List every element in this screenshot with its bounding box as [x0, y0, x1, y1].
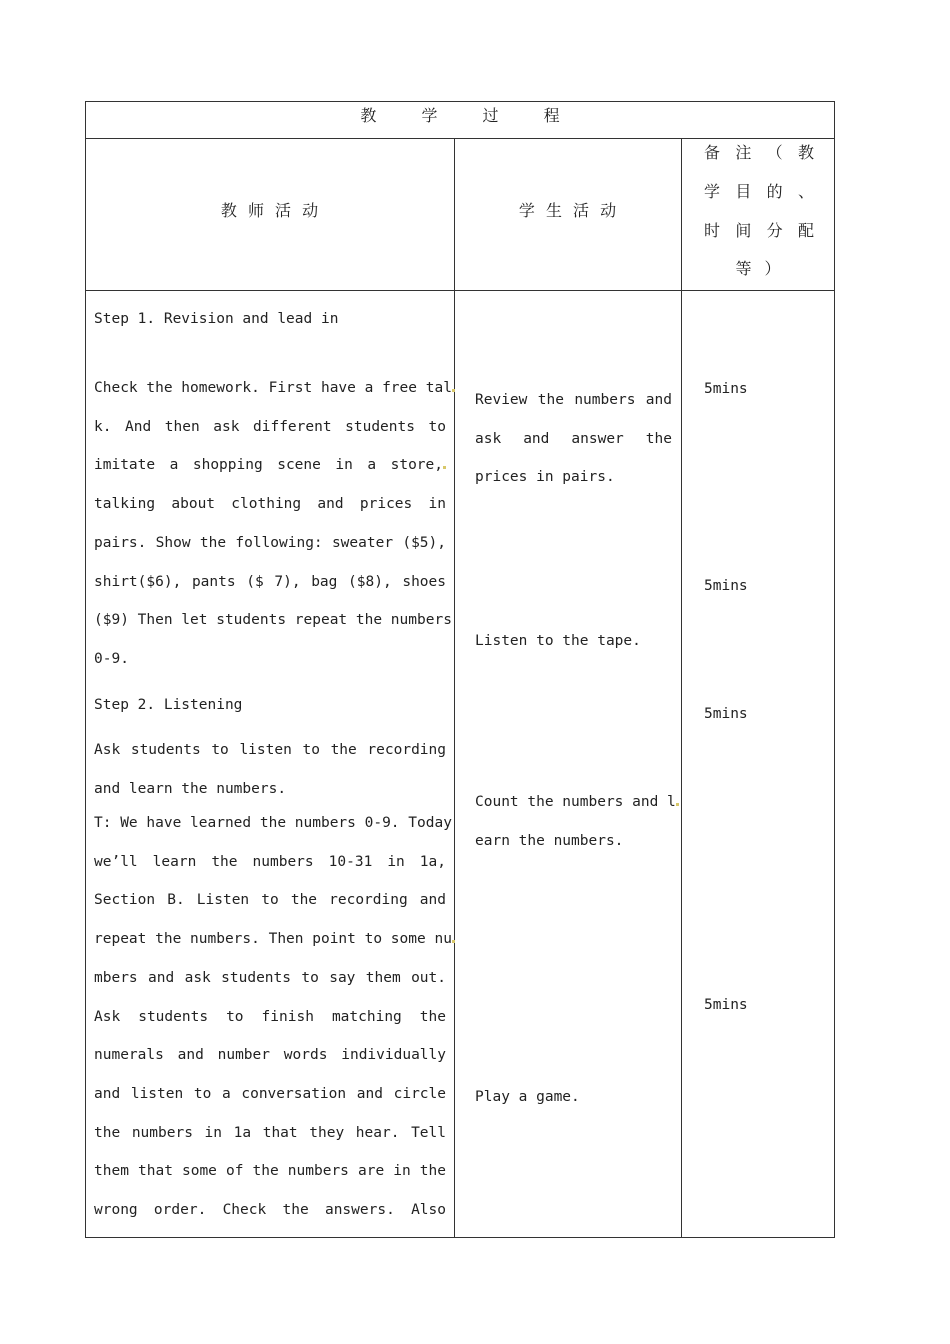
student-activity-header: 学 生 活 动 — [518, 201, 617, 220]
t-line-8: and listen to a conversation and circle — [94, 1085, 446, 1102]
edit-mark-icon — [452, 389, 455, 392]
step1-line-6: shirt($6), pants ($ 7), bag ($8), shoes — [94, 573, 446, 590]
header-row-divider — [85, 290, 835, 291]
step1-title: Step 1. Revision and lead in — [94, 311, 339, 327]
table-title: 教 学 过 程 — [360, 106, 560, 125]
step1-body — [94, 369, 452, 679]
student-listen: Listen to the tape. — [475, 633, 641, 649]
review-line-3: prices in pairs. — [475, 469, 615, 486]
t-line-11: wrong order. Check the answers. Also — [94, 1202, 446, 1219]
note-time-2: 5mins — [704, 578, 748, 594]
notes-header — [681, 138, 835, 290]
step1-line-2: k. And then ask different students to — [94, 418, 446, 435]
review-line-2: ask and answer the — [475, 430, 672, 447]
step1-line-4: talking about clothing and prices in — [94, 496, 446, 513]
column-divider-2 — [681, 138, 682, 1238]
step1-line-8: 0-9. — [94, 650, 129, 667]
t-line-5: mbers and ask students to say them out. — [94, 969, 446, 986]
count-line-1: Count the numbers and l — [475, 783, 672, 822]
step2-teacher-talk — [94, 804, 452, 1230]
note-time-4: 5mins — [704, 997, 748, 1013]
step2-body — [94, 731, 446, 808]
student-review — [475, 381, 672, 497]
edit-mark-icon — [452, 940, 455, 943]
t-line-1: T: We have learned the numbers 0-9. Today — [94, 815, 452, 831]
column-divider-1 — [454, 138, 455, 1238]
t-line-2: we’ll learn the numbers 10-31 in 1a, — [94, 853, 446, 870]
notes-header-line-2: 学 目 的 、 — [704, 182, 814, 201]
notes-header-line-4: 等 ） — [735, 259, 781, 278]
t-line-9: the numbers in 1a that they hear. Tell — [94, 1124, 446, 1141]
step1-line-7: ($9) Then let students repeat the numbers — [94, 612, 452, 629]
t-line-6: Ask students to finish matching the — [94, 1008, 446, 1025]
teacher-activity-header: 教 师 活 动 — [220, 201, 319, 220]
step2-title: Step 2. Listening — [94, 697, 243, 713]
note-time-1: 5mins — [704, 381, 748, 397]
review-line-1: Review the numbers and — [475, 392, 672, 408]
t-line-3: Section B. Listen to the recording and — [94, 892, 446, 909]
student-game: Play a game. — [475, 1089, 580, 1105]
t-line-10: them that some of the numbers are in the — [94, 1163, 446, 1180]
notes-header-line-3: 时 间 分 配 — [704, 221, 814, 240]
edit-mark-icon — [676, 803, 679, 806]
edit-mark-icon — [443, 466, 446, 469]
t-line-4: repeat the numbers. Then point to some nu — [94, 920, 446, 959]
t-line-7: numerals and number words individually — [94, 1047, 446, 1064]
step2-line-2: and learn the numbers. — [94, 780, 287, 797]
step2-line-1: Ask students to listen to the recording — [94, 742, 446, 758]
notes-header-line-1: 备 注 （ 教 — [704, 143, 814, 162]
student-count — [475, 783, 676, 860]
step1-line-1: Check the homework. First have a free tal — [94, 369, 446, 408]
count-line-2: earn the numbers. — [475, 832, 624, 849]
step1-line-3: imitate a shopping scene in a store, — [94, 446, 446, 485]
step1-line-5: pairs. Show the following: sweater ($5), — [94, 534, 446, 551]
note-time-3: 5mins — [704, 706, 748, 722]
